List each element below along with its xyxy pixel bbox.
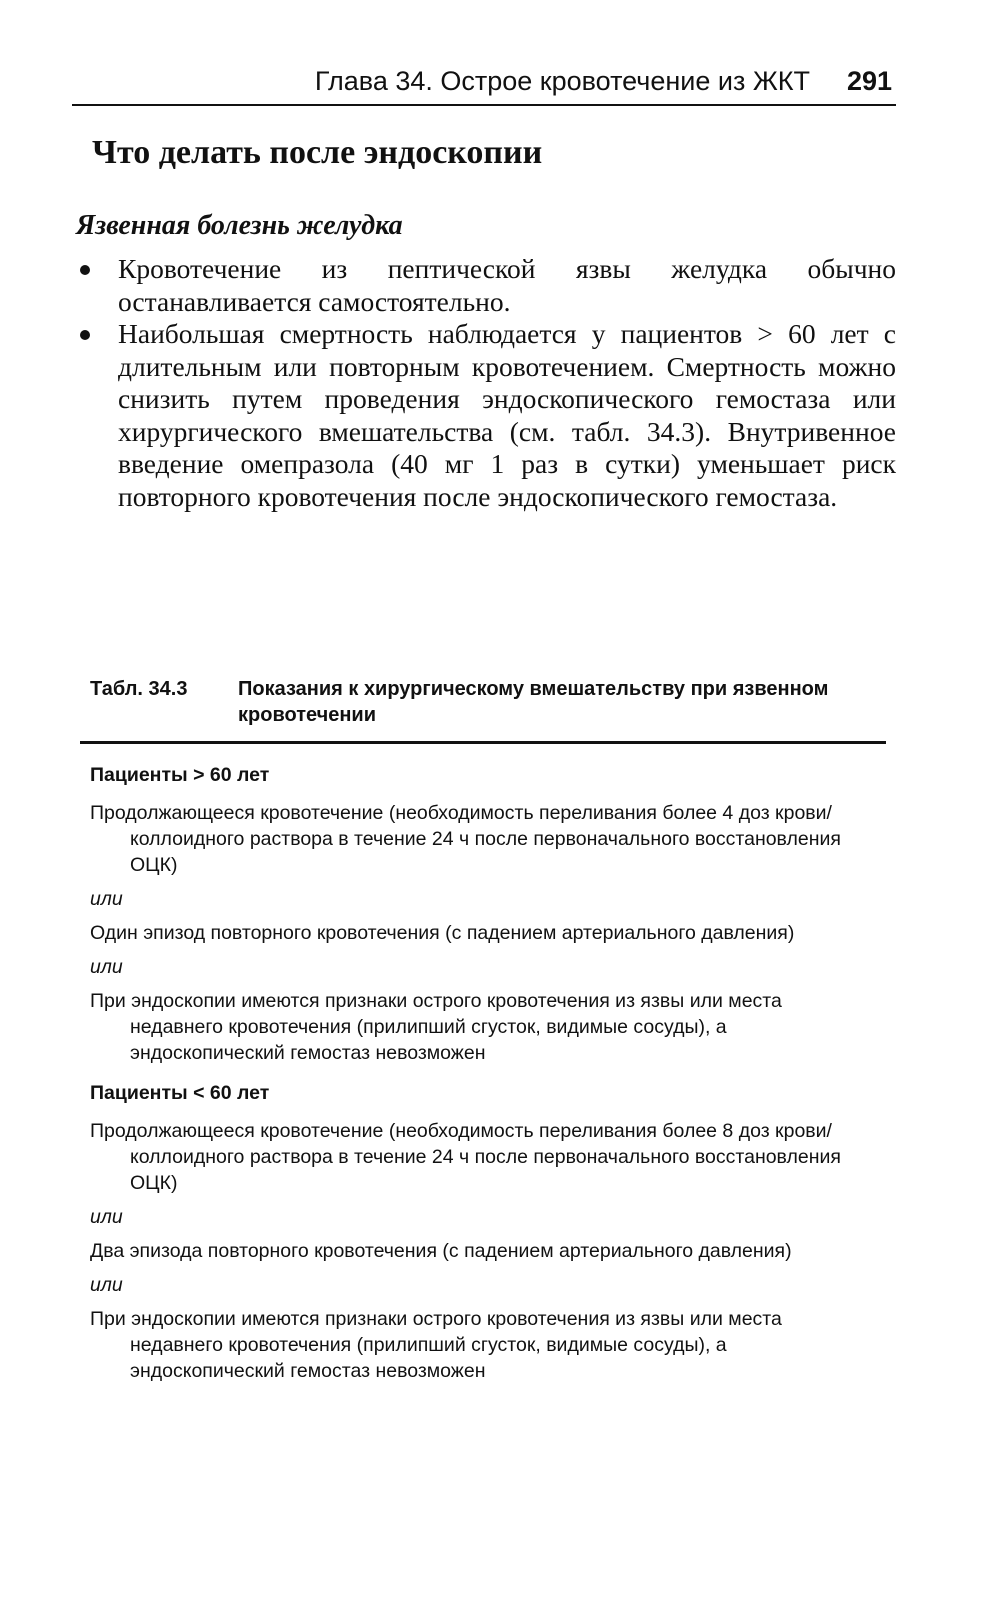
chapter-title: Глава 34. Острое кровотечение из ЖКТ bbox=[314, 66, 810, 96]
list-item bbox=[76, 318, 896, 513]
group-heading: Пациенты > 60 лет bbox=[90, 764, 270, 786]
table-entry: При эндоскопии имеются признаки острого кровотечения из язвы или места недавнего кровотечения (прилипший сгусток, видимые сосуды), а эндоскопический гемостаз невозможен bbox=[90, 1308, 782, 1382]
table-entry: При эндоскопии имеются признаки острого кровотечения из язвы или места недавнего кровотечения (прилипший сгусток, видимые сосуды), а эндоскопический гемостаз невозможен bbox=[90, 990, 782, 1064]
or-separator: или bbox=[90, 888, 123, 910]
table-entry: Продолжающееся кровотечение (необходимость переливания более 4 доз крови/коллоидного раствора в течение 24 ч после первоначального восстановления ОЦК) bbox=[90, 802, 841, 876]
running-header bbox=[72, 62, 896, 106]
page-number: 291 bbox=[846, 66, 892, 96]
section-title: Что делать после эндоскопии bbox=[92, 134, 543, 171]
table-top-rule bbox=[80, 741, 886, 744]
or-separator: или bbox=[90, 1274, 123, 1296]
bullet-text: Кровотечение из пептической язвы желудка обычно останавливается самостоятельно. bbox=[118, 253, 896, 317]
table-entry: Продолжающееся кровотечение (необходимость переливания более 8 доз крови/коллоидного раствора в течение 24 ч после первоначального восстановления ОЦК) bbox=[90, 1120, 841, 1194]
bullet-list bbox=[76, 253, 896, 513]
bullet-icon bbox=[80, 265, 90, 275]
table-body bbox=[90, 762, 880, 1392]
table-group-under-60 bbox=[90, 1080, 880, 1384]
bullet-text: Наибольшая смертность наблюдается у пациентов > 60 лет с длительным или повторным кровотечением. Смертность можно снизить путем проведения эндоскопического гемостаза или хирургического вмешательства (см. табл. 34.3). Внутривенное введение омепразола (40 мг 1 раз в сутки) уменьшает риск повторного кровотечения после эндоскопического гемостаза. bbox=[118, 318, 896, 512]
table-title: Показания к хирургическому вмешательству при язвенном кровотечении bbox=[238, 678, 829, 726]
subsection-title: Язвенная болезнь желудка bbox=[76, 210, 403, 241]
table-number: Табл. 34.3 bbox=[90, 678, 188, 700]
or-separator: или bbox=[90, 956, 123, 978]
table-entry: Один эпизод повторного кровотечения (с падением артериального давления) bbox=[90, 922, 795, 944]
list-item bbox=[76, 253, 896, 318]
table-group-over-60 bbox=[90, 762, 880, 1066]
bullet-icon bbox=[80, 330, 90, 340]
group-heading: Пациенты < 60 лет bbox=[90, 1082, 270, 1104]
or-separator: или bbox=[90, 1206, 123, 1228]
table-entry: Два эпизода повторного кровотечения (с падением артериального давления) bbox=[90, 1240, 792, 1262]
